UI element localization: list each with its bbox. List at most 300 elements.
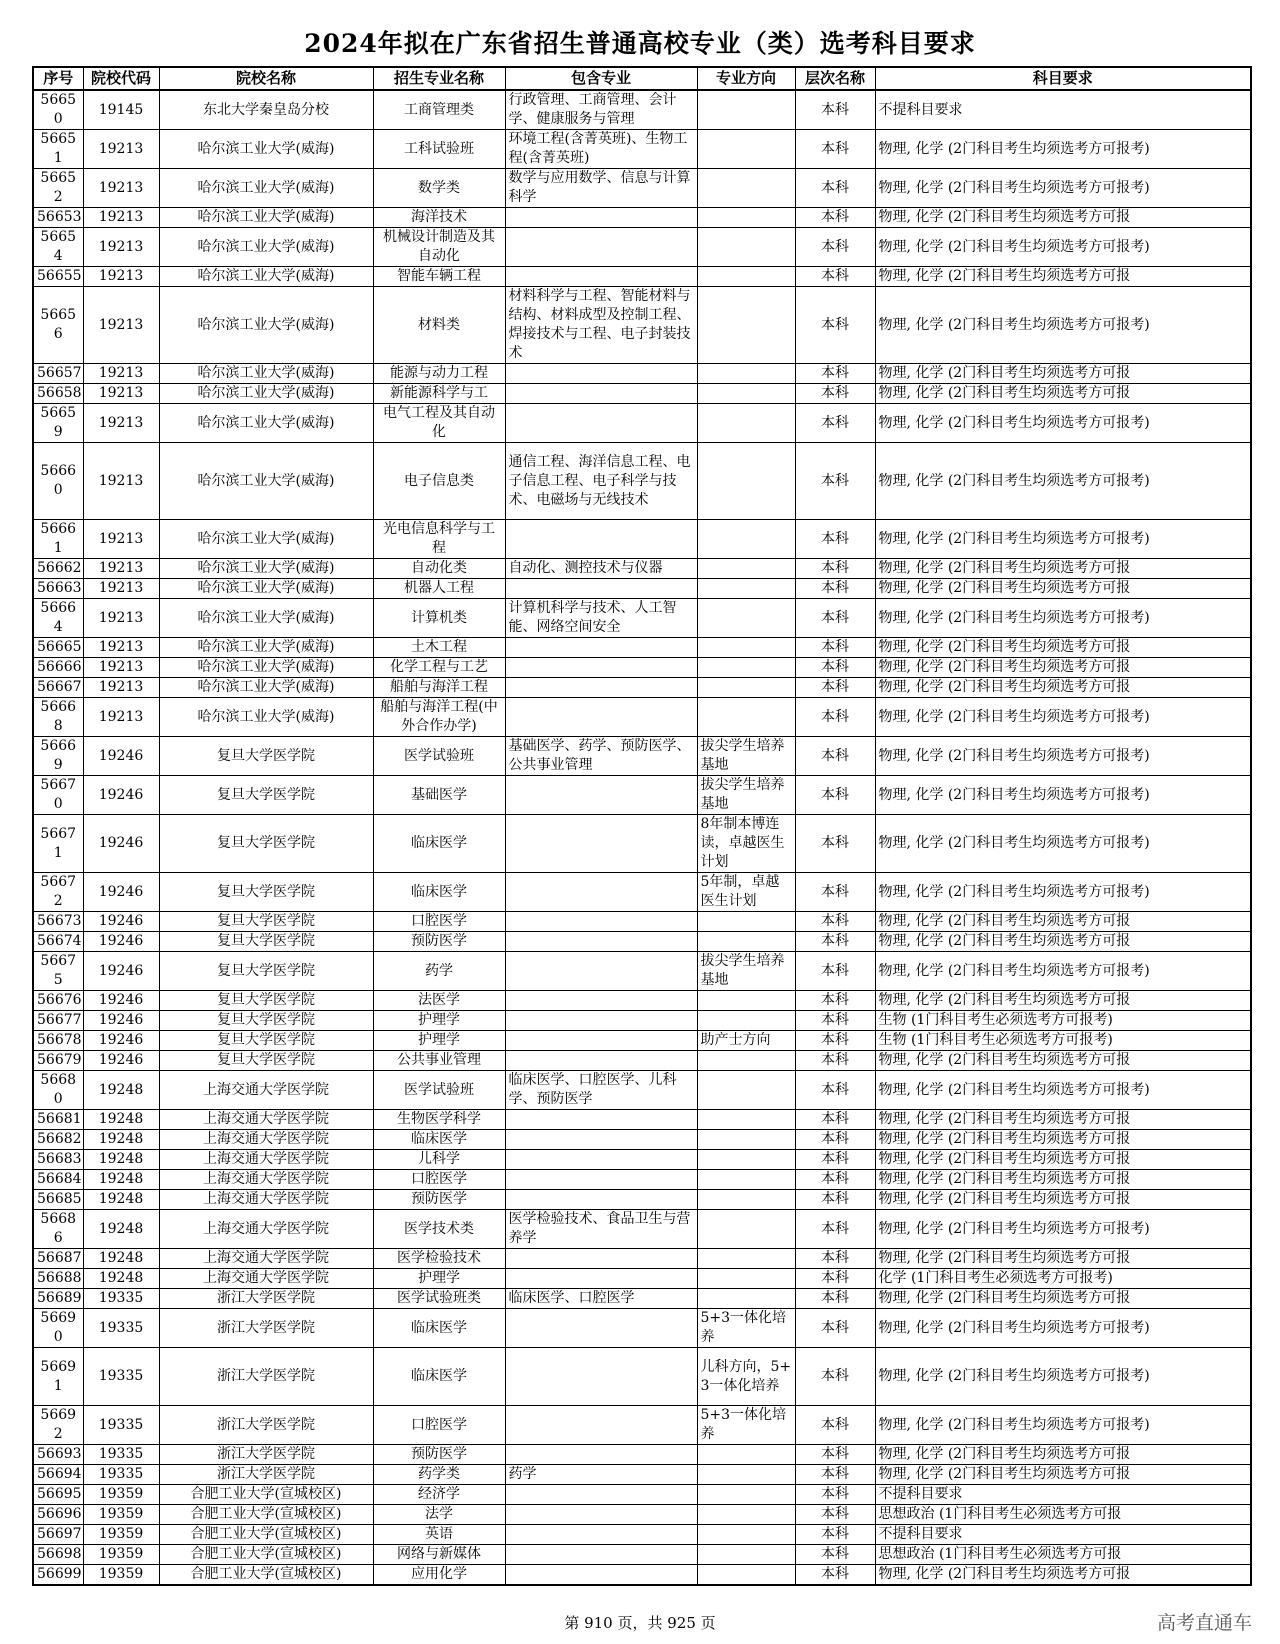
cell-direction <box>697 1565 795 1586</box>
table-row <box>33 1011 1251 1031</box>
cell-included-majors <box>505 1269 697 1289</box>
cell-seq: 56656 <box>33 287 83 364</box>
cell-included-majors <box>505 1565 697 1586</box>
cell-subject-req: 物理, 化学 (2门科目考生均须选考方可报 <box>875 1051 1251 1071</box>
cell-included-majors <box>505 912 697 932</box>
cell-seq: 56678 <box>33 1031 83 1051</box>
cell-seq: 56666 <box>33 658 83 678</box>
cell-school-code: 19213 <box>83 599 159 638</box>
cell-seq: 56659 <box>33 404 83 443</box>
cell-subject-req: 物理, 化学 (2门科目考生均须选考方可报 <box>875 991 1251 1011</box>
cell-direction <box>697 1545 795 1565</box>
cell-school-name: 浙江大学医学院 <box>159 1445 373 1465</box>
cell-subject-req: 思想政治 (1门科目考生必须选考方可报 <box>875 1545 1251 1565</box>
cell-school-code: 19248 <box>83 1269 159 1289</box>
cell-major-name: 自动化类 <box>373 559 505 579</box>
cell-subject-req: 物理, 化学 (2门科目考生均须选考方可报考) <box>875 776 1251 815</box>
table-row <box>33 912 1251 932</box>
cell-school-code: 19246 <box>83 815 159 873</box>
cell-school-code: 19145 <box>83 90 159 130</box>
cell-included-majors <box>505 228 697 267</box>
cell-seq: 56676 <box>33 991 83 1011</box>
cell-direction <box>697 1249 795 1269</box>
table-row <box>33 1170 1251 1190</box>
cell-level: 本科 <box>795 228 875 267</box>
cell-school-code: 19248 <box>83 1190 159 1210</box>
cell-level: 本科 <box>795 932 875 952</box>
cell-included-majors: 自动化、测控技术与仪器 <box>505 559 697 579</box>
cell-school-code: 19335 <box>83 1309 159 1348</box>
cell-direction: 5+3一体化培养 <box>697 1309 795 1348</box>
cell-school-name: 哈尔滨工业大学(威海) <box>159 658 373 678</box>
cell-level: 本科 <box>795 1110 875 1130</box>
cell-level: 本科 <box>795 1309 875 1348</box>
cell-school-code: 19246 <box>83 1011 159 1031</box>
cell-seq: 56682 <box>33 1130 83 1150</box>
cell-major-name: 口腔医学 <box>373 1406 505 1445</box>
cell-subject-req: 物理, 化学 (2门科目考生均须选考方可报 <box>875 932 1251 952</box>
cell-school-code: 19213 <box>83 208 159 228</box>
cell-major-name: 医学检验技术 <box>373 1249 505 1269</box>
cell-direction <box>697 1485 795 1505</box>
cell-level: 本科 <box>795 1545 875 1565</box>
table-row <box>33 364 1251 384</box>
table-row <box>33 638 1251 658</box>
table-row <box>33 1505 1251 1525</box>
cell-direction <box>697 1190 795 1210</box>
col-header-level: 层次名称 <box>795 67 875 90</box>
cell-subject-req: 物理, 化学 (2门科目考生均须选考方可报 <box>875 678 1251 698</box>
cell-school-code: 19248 <box>83 1249 159 1269</box>
cell-included-majors: 环境工程(含菁英班)、生物工程(含菁英班) <box>505 130 697 169</box>
cell-seq: 56650 <box>33 90 83 130</box>
table-row <box>33 815 1251 873</box>
cell-school-code: 19246 <box>83 932 159 952</box>
table-row <box>33 1071 1251 1110</box>
cell-seq: 56675 <box>33 952 83 991</box>
table-row <box>33 1465 1251 1485</box>
cell-level: 本科 <box>795 1348 875 1406</box>
cell-school-name: 哈尔滨工业大学(威海) <box>159 130 373 169</box>
cell-school-code: 19246 <box>83 1031 159 1051</box>
cell-subject-req: 物理, 化学 (2门科目考生均须选考方可报考) <box>875 520 1251 559</box>
cell-school-code: 19248 <box>83 1130 159 1150</box>
cell-school-code: 19246 <box>83 991 159 1011</box>
cell-seq: 56664 <box>33 599 83 638</box>
cell-direction <box>697 1210 795 1249</box>
cell-direction <box>697 912 795 932</box>
cell-direction: 5年制，卓越医生计划 <box>697 873 795 912</box>
cell-level: 本科 <box>795 443 875 520</box>
cell-seq: 56653 <box>33 208 83 228</box>
cell-included-majors <box>505 1190 697 1210</box>
table-row <box>33 678 1251 698</box>
cell-level: 本科 <box>795 737 875 776</box>
cell-level: 本科 <box>795 991 875 1011</box>
cell-level: 本科 <box>795 698 875 737</box>
cell-included-majors <box>505 1485 697 1505</box>
cell-level: 本科 <box>795 1249 875 1269</box>
table-row <box>33 520 1251 559</box>
table-row <box>33 1545 1251 1565</box>
cell-school-code: 19335 <box>83 1406 159 1445</box>
cell-level: 本科 <box>795 1190 875 1210</box>
cell-school-code: 19213 <box>83 559 159 579</box>
table-row <box>33 1445 1251 1465</box>
cell-seq: 56688 <box>33 1269 83 1289</box>
cell-major-name: 基础医学 <box>373 776 505 815</box>
cell-seq: 56673 <box>33 912 83 932</box>
table-row <box>33 267 1251 287</box>
cell-included-majors: 临床医学、口腔医学 <box>505 1289 697 1309</box>
cell-school-name: 上海交通大学医学院 <box>159 1110 373 1130</box>
cell-included-majors <box>505 873 697 912</box>
cell-school-name: 哈尔滨工业大学(威海) <box>159 520 373 559</box>
cell-subject-req: 不提科目要求 <box>875 1485 1251 1505</box>
cell-subject-req: 物理, 化学 (2门科目考生均须选考方可报考) <box>875 1071 1251 1110</box>
cell-school-code: 19213 <box>83 404 159 443</box>
cell-level: 本科 <box>795 815 875 873</box>
cell-school-name: 合肥工业大学(宣城校区) <box>159 1505 373 1525</box>
cell-seq: 56663 <box>33 579 83 599</box>
cell-subject-req: 物理, 化学 (2门科目考生均须选考方可报 <box>875 1465 1251 1485</box>
cell-included-majors <box>505 952 697 991</box>
cell-school-code: 19246 <box>83 873 159 912</box>
cell-included-majors <box>505 404 697 443</box>
table-row <box>33 1130 1251 1150</box>
cell-included-majors <box>505 267 697 287</box>
cell-subject-req: 物理, 化学 (2门科目考生均须选考方可报 <box>875 1130 1251 1150</box>
cell-subject-req: 不提科目要求 <box>875 90 1251 130</box>
cell-direction <box>697 1289 795 1309</box>
table-header-row <box>33 67 1251 90</box>
cell-level: 本科 <box>795 1565 875 1586</box>
cell-level: 本科 <box>795 599 875 638</box>
cell-seq: 56695 <box>33 1485 83 1505</box>
cell-school-name: 复旦大学医学院 <box>159 991 373 1011</box>
cell-seq: 56651 <box>33 130 83 169</box>
cell-school-name: 复旦大学医学院 <box>159 912 373 932</box>
cell-major-name: 工商管理类 <box>373 90 505 130</box>
cell-school-code: 19246 <box>83 776 159 815</box>
cell-subject-req: 物理, 化学 (2门科目考生均须选考方可报考) <box>875 130 1251 169</box>
cell-direction <box>697 1465 795 1485</box>
cell-level: 本科 <box>795 559 875 579</box>
cell-level: 本科 <box>795 1051 875 1071</box>
cell-school-code: 19213 <box>83 678 159 698</box>
cell-major-name: 医学技术类 <box>373 1210 505 1249</box>
cell-included-majors: 医学检验技术、食品卫生与营养学 <box>505 1210 697 1249</box>
cell-direction <box>697 130 795 169</box>
cell-major-name: 化学工程与工艺 <box>373 658 505 678</box>
cell-direction <box>697 1170 795 1190</box>
cell-included-majors: 行政管理、工商管理、会计学、健康服务与管理 <box>505 90 697 130</box>
cell-level: 本科 <box>795 1525 875 1545</box>
cell-direction <box>697 1525 795 1545</box>
cell-school-code: 19213 <box>83 287 159 364</box>
cell-level: 本科 <box>795 1505 875 1525</box>
cell-included-majors: 材料科学与工程、智能材料与结构、材料成型及控制工程、焊接技术与工程、电子封装技术 <box>505 287 697 364</box>
cell-school-name: 哈尔滨工业大学(威海) <box>159 169 373 208</box>
cell-subject-req: 物理, 化学 (2门科目考生均须选考方可报 <box>875 1170 1251 1190</box>
cell-major-name: 机械设计制造及其自动化 <box>373 228 505 267</box>
cell-subject-req: 物理, 化学 (2门科目考生均须选考方可报考) <box>875 873 1251 912</box>
cell-included-majors <box>505 991 697 1011</box>
cell-direction <box>697 932 795 952</box>
cell-level: 本科 <box>795 638 875 658</box>
cell-major-name: 应用化学 <box>373 1565 505 1586</box>
cell-subject-req: 物理, 化学 (2门科目考生均须选考方可报 <box>875 1289 1251 1309</box>
table-row <box>33 130 1251 169</box>
cell-subject-req: 不提科目要求 <box>875 1525 1251 1545</box>
col-header-included-majors: 包含专业 <box>505 67 697 90</box>
cell-major-name: 新能源科学与工 <box>373 384 505 404</box>
table-row <box>33 1150 1251 1170</box>
cell-included-majors <box>505 1110 697 1130</box>
cell-major-name: 法学 <box>373 1505 505 1525</box>
cell-subject-req: 物理, 化学 (2门科目考生均须选考方可报 <box>875 1150 1251 1170</box>
cell-school-name: 哈尔滨工业大学(威海) <box>159 364 373 384</box>
cell-level: 本科 <box>795 267 875 287</box>
cell-direction <box>697 1269 795 1289</box>
cell-school-name: 复旦大学医学院 <box>159 1051 373 1071</box>
cell-school-code: 19213 <box>83 638 159 658</box>
cell-school-name: 哈尔滨工业大学(威海) <box>159 579 373 599</box>
cell-included-majors <box>505 364 697 384</box>
cell-included-majors <box>505 698 697 737</box>
table-row <box>33 932 1251 952</box>
cell-level: 本科 <box>795 579 875 599</box>
cell-school-code: 19213 <box>83 364 159 384</box>
cell-direction <box>697 443 795 520</box>
cell-major-name: 预防医学 <box>373 1445 505 1465</box>
cell-included-majors <box>505 1406 697 1445</box>
cell-seq: 56680 <box>33 1071 83 1110</box>
cell-school-name: 哈尔滨工业大学(威海) <box>159 638 373 658</box>
col-header-seq: 序号 <box>33 67 83 90</box>
cell-included-majors <box>505 658 697 678</box>
cell-subject-req: 物理, 化学 (2门科目考生均须选考方可报 <box>875 1110 1251 1130</box>
table-row <box>33 1110 1251 1130</box>
cell-subject-req: 物理, 化学 (2门科目考生均须选考方可报 <box>875 579 1251 599</box>
cell-school-code: 19335 <box>83 1445 159 1465</box>
cell-level: 本科 <box>795 1210 875 1249</box>
cell-school-name: 复旦大学医学院 <box>159 932 373 952</box>
cell-major-name: 土木工程 <box>373 638 505 658</box>
cell-seq: 56698 <box>33 1545 83 1565</box>
cell-school-name: 合肥工业大学(宣城校区) <box>159 1525 373 1545</box>
cell-seq: 56654 <box>33 228 83 267</box>
cell-direction <box>697 638 795 658</box>
table-row <box>33 991 1251 1011</box>
cell-seq: 56669 <box>33 737 83 776</box>
cell-subject-req: 物理, 化学 (2门科目考生均须选考方可报考) <box>875 1348 1251 1406</box>
cell-school-name: 复旦大学医学院 <box>159 776 373 815</box>
table-row <box>33 776 1251 815</box>
cell-level: 本科 <box>795 520 875 559</box>
cell-school-code: 19359 <box>83 1545 159 1565</box>
cell-included-majors <box>505 1150 697 1170</box>
cell-subject-req: 生物 (1门科目考生必须选考方可报考) <box>875 1031 1251 1051</box>
cell-direction <box>697 678 795 698</box>
cell-major-name: 网络与新媒体 <box>373 1545 505 1565</box>
cell-school-code: 19359 <box>83 1565 159 1586</box>
cell-school-name: 上海交通大学医学院 <box>159 1071 373 1110</box>
cell-major-name: 材料类 <box>373 287 505 364</box>
table-row <box>33 208 1251 228</box>
cell-school-code: 19213 <box>83 443 159 520</box>
cell-seq: 56670 <box>33 776 83 815</box>
cell-direction <box>697 1150 795 1170</box>
cell-direction <box>697 228 795 267</box>
table-row <box>33 737 1251 776</box>
cell-seq: 56692 <box>33 1406 83 1445</box>
cell-subject-req: 物理, 化学 (2门科目考生均须选考方可报 <box>875 267 1251 287</box>
cell-school-name: 上海交通大学医学院 <box>159 1170 373 1190</box>
cell-direction <box>697 1505 795 1525</box>
table-row <box>33 1485 1251 1505</box>
cell-seq: 56699 <box>33 1565 83 1586</box>
cell-subject-req: 物理, 化学 (2门科目考生均须选考方可报考) <box>875 815 1251 873</box>
cell-subject-req: 化学 (1门科目考生必须选考方可报考) <box>875 1269 1251 1289</box>
cell-direction <box>697 658 795 678</box>
cell-included-majors <box>505 815 697 873</box>
cell-included-majors <box>505 208 697 228</box>
cell-direction <box>697 1130 795 1150</box>
cell-school-code: 19359 <box>83 1525 159 1545</box>
cell-school-code: 19213 <box>83 169 159 208</box>
cell-subject-req: 物理, 化学 (2门科目考生均须选考方可报考) <box>875 599 1251 638</box>
cell-seq: 56658 <box>33 384 83 404</box>
cell-school-name: 复旦大学医学院 <box>159 737 373 776</box>
cell-major-name: 护理学 <box>373 1011 505 1031</box>
cell-direction <box>697 169 795 208</box>
cell-school-code: 19248 <box>83 1210 159 1249</box>
cell-major-name: 医学试验班 <box>373 1071 505 1110</box>
col-header-major-name: 招生专业名称 <box>373 67 505 90</box>
table-row <box>33 599 1251 638</box>
cell-major-name: 医学试验班 <box>373 737 505 776</box>
cell-school-code: 19213 <box>83 658 159 678</box>
col-header-school-name: 院校名称 <box>159 67 373 90</box>
cell-direction: 5+3一体化培养 <box>697 1406 795 1445</box>
cell-direction <box>697 267 795 287</box>
cell-subject-req: 物理, 化学 (2门科目考生均须选考方可报考) <box>875 169 1251 208</box>
cell-seq: 56689 <box>33 1289 83 1309</box>
cell-direction <box>697 698 795 737</box>
cell-subject-req: 思想政治 (1门科目考生必须选考方可报 <box>875 1505 1251 1525</box>
cell-major-name: 临床医学 <box>373 1309 505 1348</box>
cell-included-majors <box>505 1249 697 1269</box>
cell-school-code: 19359 <box>83 1505 159 1525</box>
cell-seq: 56668 <box>33 698 83 737</box>
cell-major-name: 口腔医学 <box>373 912 505 932</box>
cell-direction <box>697 1051 795 1071</box>
table-row <box>33 1525 1251 1545</box>
cell-subject-req: 物理, 化学 (2门科目考生均须选考方可报考) <box>875 404 1251 443</box>
table-row <box>33 559 1251 579</box>
cell-subject-req: 生物 (1门科目考生必须选考方可报考) <box>875 1011 1251 1031</box>
cell-level: 本科 <box>795 384 875 404</box>
cell-major-name: 护理学 <box>373 1031 505 1051</box>
table-row <box>33 404 1251 443</box>
cell-subject-req: 物理, 化学 (2门科目考生均须选考方可报 <box>875 208 1251 228</box>
cell-seq: 56693 <box>33 1445 83 1465</box>
cell-subject-req: 物理, 化学 (2门科目考生均须选考方可报考) <box>875 698 1251 737</box>
cell-major-name: 临床医学 <box>373 1130 505 1150</box>
cell-level: 本科 <box>795 1289 875 1309</box>
cell-level: 本科 <box>795 678 875 698</box>
cell-level: 本科 <box>795 364 875 384</box>
cell-seq: 56687 <box>33 1249 83 1269</box>
cell-school-code: 19359 <box>83 1485 159 1505</box>
cell-subject-req: 物理, 化学 (2门科目考生均须选考方可报 <box>875 559 1251 579</box>
cell-seq: 56690 <box>33 1309 83 1348</box>
page-footer: 第 910 页，共 925 页 <box>564 1614 716 1632</box>
table-row <box>33 1210 1251 1249</box>
cell-level: 本科 <box>795 952 875 991</box>
cell-seq: 56657 <box>33 364 83 384</box>
table-body <box>33 90 1251 1585</box>
cell-major-name: 英语 <box>373 1525 505 1545</box>
cell-level: 本科 <box>795 1170 875 1190</box>
cell-major-name: 生物医学科学 <box>373 1110 505 1130</box>
cell-included-majors <box>505 1545 697 1565</box>
cell-level: 本科 <box>795 1445 875 1465</box>
cell-school-code: 19213 <box>83 130 159 169</box>
cell-major-name: 儿科学 <box>373 1150 505 1170</box>
cell-level: 本科 <box>795 776 875 815</box>
cell-level: 本科 <box>795 1031 875 1051</box>
cell-direction: 拔尖学生培养基地 <box>697 952 795 991</box>
cell-school-name: 上海交通大学医学院 <box>159 1249 373 1269</box>
cell-major-name: 船舶与海洋工程 <box>373 678 505 698</box>
cell-seq: 56683 <box>33 1150 83 1170</box>
cell-seq: 56672 <box>33 873 83 912</box>
col-header-direction: 专业方向 <box>697 67 795 90</box>
cell-direction: 儿科方向，5+3一体化培养 <box>697 1348 795 1406</box>
cell-included-majors <box>505 1051 697 1071</box>
table-row <box>33 1565 1251 1586</box>
cell-subject-req: 物理, 化学 (2门科目考生均须选考方可报 <box>875 1249 1251 1269</box>
cell-included-majors <box>505 1170 697 1190</box>
table-row <box>33 873 1251 912</box>
cell-level: 本科 <box>795 1269 875 1289</box>
cell-major-name: 公共事业管理 <box>373 1051 505 1071</box>
cell-school-name: 哈尔滨工业大学(威海) <box>159 287 373 364</box>
cell-subject-req: 物理, 化学 (2门科目考生均须选考方可报 <box>875 1565 1251 1586</box>
cell-level: 本科 <box>795 1071 875 1110</box>
cell-seq: 56686 <box>33 1210 83 1249</box>
cell-subject-req: 物理, 化学 (2门科目考生均须选考方可报考) <box>875 443 1251 520</box>
cell-seq: 56665 <box>33 638 83 658</box>
cell-major-name: 海洋技术 <box>373 208 505 228</box>
cell-school-name: 浙江大学医学院 <box>159 1309 373 1348</box>
table-row <box>33 579 1251 599</box>
cell-school-name: 复旦大学医学院 <box>159 873 373 912</box>
cell-included-majors <box>505 932 697 952</box>
cell-school-name: 上海交通大学医学院 <box>159 1150 373 1170</box>
cell-level: 本科 <box>795 287 875 364</box>
cell-seq: 56677 <box>33 1011 83 1031</box>
cell-level: 本科 <box>795 912 875 932</box>
cell-direction <box>697 559 795 579</box>
cell-included-majors <box>505 1011 697 1031</box>
cell-included-majors: 通信工程、海洋信息工程、电子信息工程、电子科学与技术、电磁场与无线技术 <box>505 443 697 520</box>
cell-seq: 56679 <box>33 1051 83 1071</box>
cell-level: 本科 <box>795 658 875 678</box>
cell-school-name: 上海交通大学医学院 <box>159 1130 373 1150</box>
